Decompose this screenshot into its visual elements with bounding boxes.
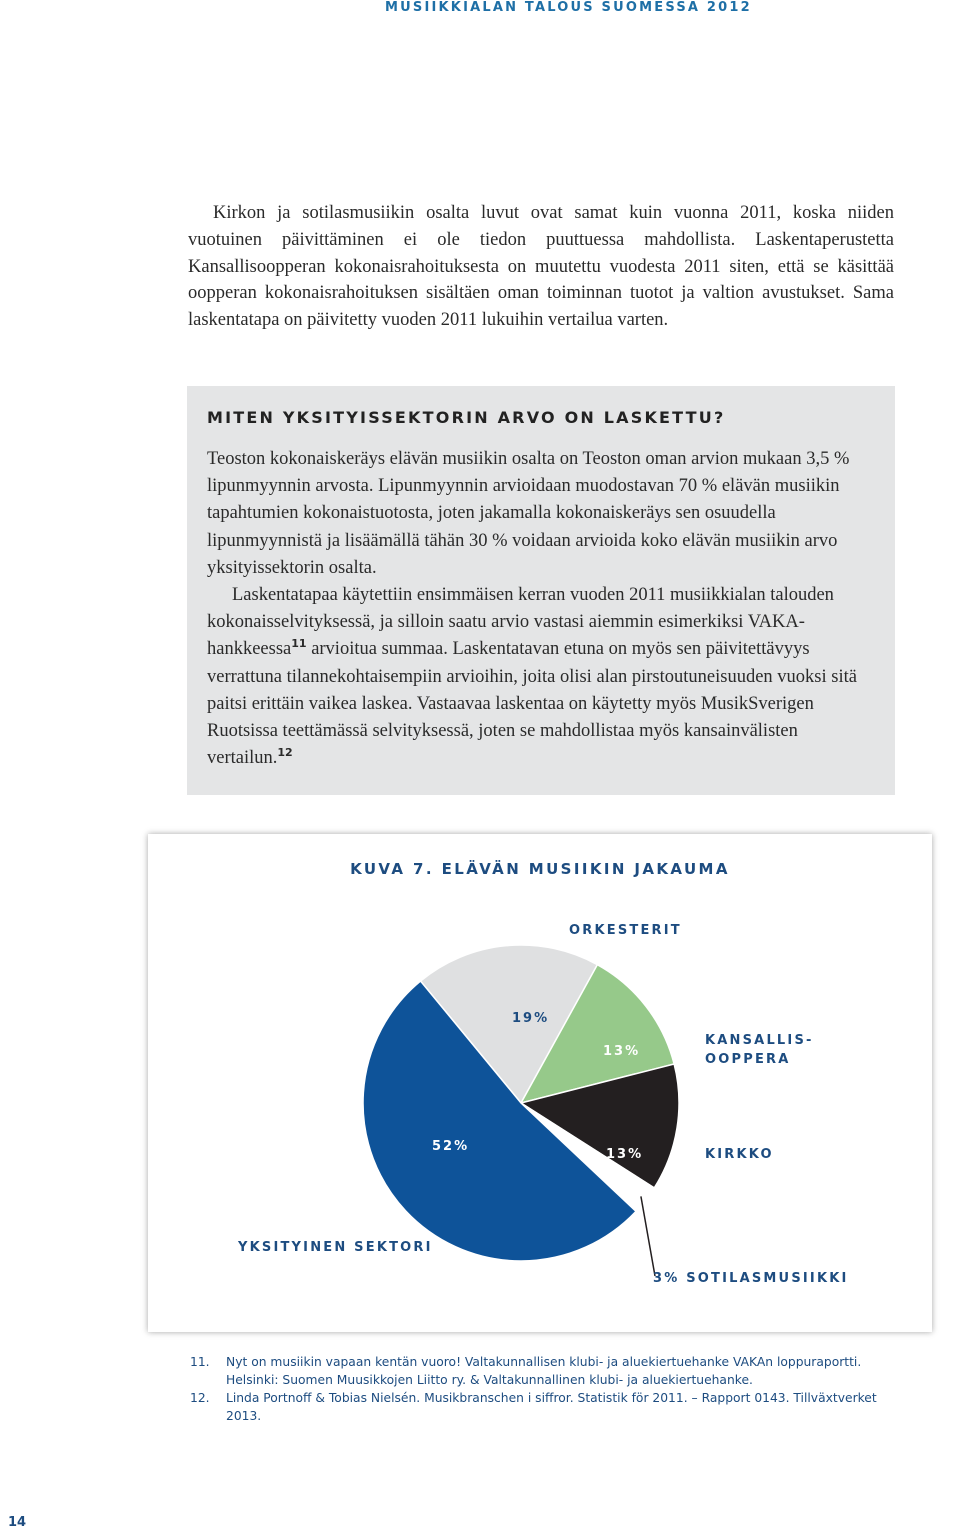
info-paragraph-2-part-1: Laskentatapaa käytettiin ensimmäisen kerran vuoden 2011 musiikkialan talouden kokonaisselvityksessä, ja silloin saatu arvio vastasi aiemmin esimerkiksi VAKA-hankkeessa xyxy=(207,585,834,660)
footnote-number: 11. xyxy=(190,1355,210,1369)
info-paragraph-1: Teoston kokonaiskeräys elävän musiikin osalta on Teoston oman arvion mukaan 3,5 % lipunmyynnin arvosta. Lipunmyynnin arvioidaan muodostavan 70 % elävän musiikin tapahtumien kokonaistuotosta, joten jakamalla kokonaiskeräys sen osuudella lipunmyynnistä ja lisäämällä tähän 30 % voidaan arvioida koko elävän musiikin arvo yksityissektorin osalta. xyxy=(207,449,850,578)
info-box-heading: MITEN YKSITYISSEKTORIN ARVO ON LASKETTU? xyxy=(207,408,726,427)
running-header: MUSIIKKIALAN TALOUS SUOMESSA 2012 xyxy=(385,0,752,15)
footnote-number: 12. xyxy=(190,1391,210,1405)
leader-line-sotilasmusiikki xyxy=(641,1196,655,1276)
footnote-ref-12[interactable]: 12 xyxy=(277,746,293,760)
info-box xyxy=(187,386,895,795)
footnote-text: Nyt on musiikin vapaan kentän vuoro! Valtakunnallisen klubi- ja aluekiertuehanke VAKAn loppuraportti. Helsinki: Suomen Muusikkojen Liitto ry. & Valtakunnallinen klubi- ja aluekiertuehanke. xyxy=(226,1355,862,1387)
info-box-body xyxy=(207,446,857,772)
label-kirkko: KIRKKO xyxy=(705,1147,774,1162)
pie-chart-figure xyxy=(148,834,932,1332)
info-paragraph-2 xyxy=(207,582,857,772)
label-orkesterit: ORKESTERIT xyxy=(569,923,682,938)
label-yksityinen-sektori: YKSITYINEN SEKTORI xyxy=(238,1240,433,1255)
footnote-ref-11[interactable]: 11 xyxy=(291,637,307,651)
footnote-12 xyxy=(190,1389,895,1425)
footnote-text: Linda Portnoff & Tobias Nielsén. Musikbranschen i siffror. Statistik för 2011. – Rapport 0143. Tillväxtverket 2013. xyxy=(226,1391,877,1423)
info-paragraph-2-part-2: arvioitua summaa. Laskentatavan etuna on myös sen päivitettävyys verrattuna tilannekohtaisempiin arvioihin, joita olisi alan pirstoutuneisuuden vuoksi sitä paitsi erittäin vaikea laskea. Vastaavaa laskentaa on käytetty myös MusikSverigen Ruotsissa teettämässä selvityksessä, joten se mahdollistaa myös kansainvälisten vertailun. xyxy=(207,639,857,769)
pct-yksityinen: 52% xyxy=(432,1139,470,1154)
pie-chart xyxy=(148,834,932,1332)
pct-orkesterit: 19% xyxy=(512,1011,550,1026)
intro-paragraph: Kirkon ja sotilasmusiikin osalta luvut ovat samat kuin vuonna 2011, koska niiden vuotuinen päivittäminen ei ole tiedon puuttuessa mahdollista. Laskentaperustetta Kansallisoopperan kokonaisrahoituksesta on muutettu vuodesta 2011 siten, että se käsittää oopperan kokonaisrahoituksen sisältäen oman toiminnan tuotot ja valtion avustukset. Sama laskentatapa on päivitetty vuoden 2011 lukuihin vertailua varten. xyxy=(188,203,894,331)
intro-paragraph-block xyxy=(188,200,894,334)
footnotes xyxy=(190,1353,895,1425)
pct-kirkko: 13% xyxy=(606,1147,644,1162)
footnote-11 xyxy=(190,1353,895,1389)
label-sotilasmusiikki: 3% SOTILASMUSIIKKI xyxy=(653,1271,849,1286)
chart-title: KUVA 7. ELÄVÄN MUSIIKIN JAKAUMA xyxy=(350,860,730,878)
pct-kansallisooppera: 13% xyxy=(603,1044,641,1059)
label-kansallisooppera-line1: KANSALLIS- xyxy=(705,1033,814,1048)
page-number: 14 xyxy=(8,1515,27,1530)
label-kansallisooppera-line2: OOPPERA xyxy=(705,1052,791,1067)
